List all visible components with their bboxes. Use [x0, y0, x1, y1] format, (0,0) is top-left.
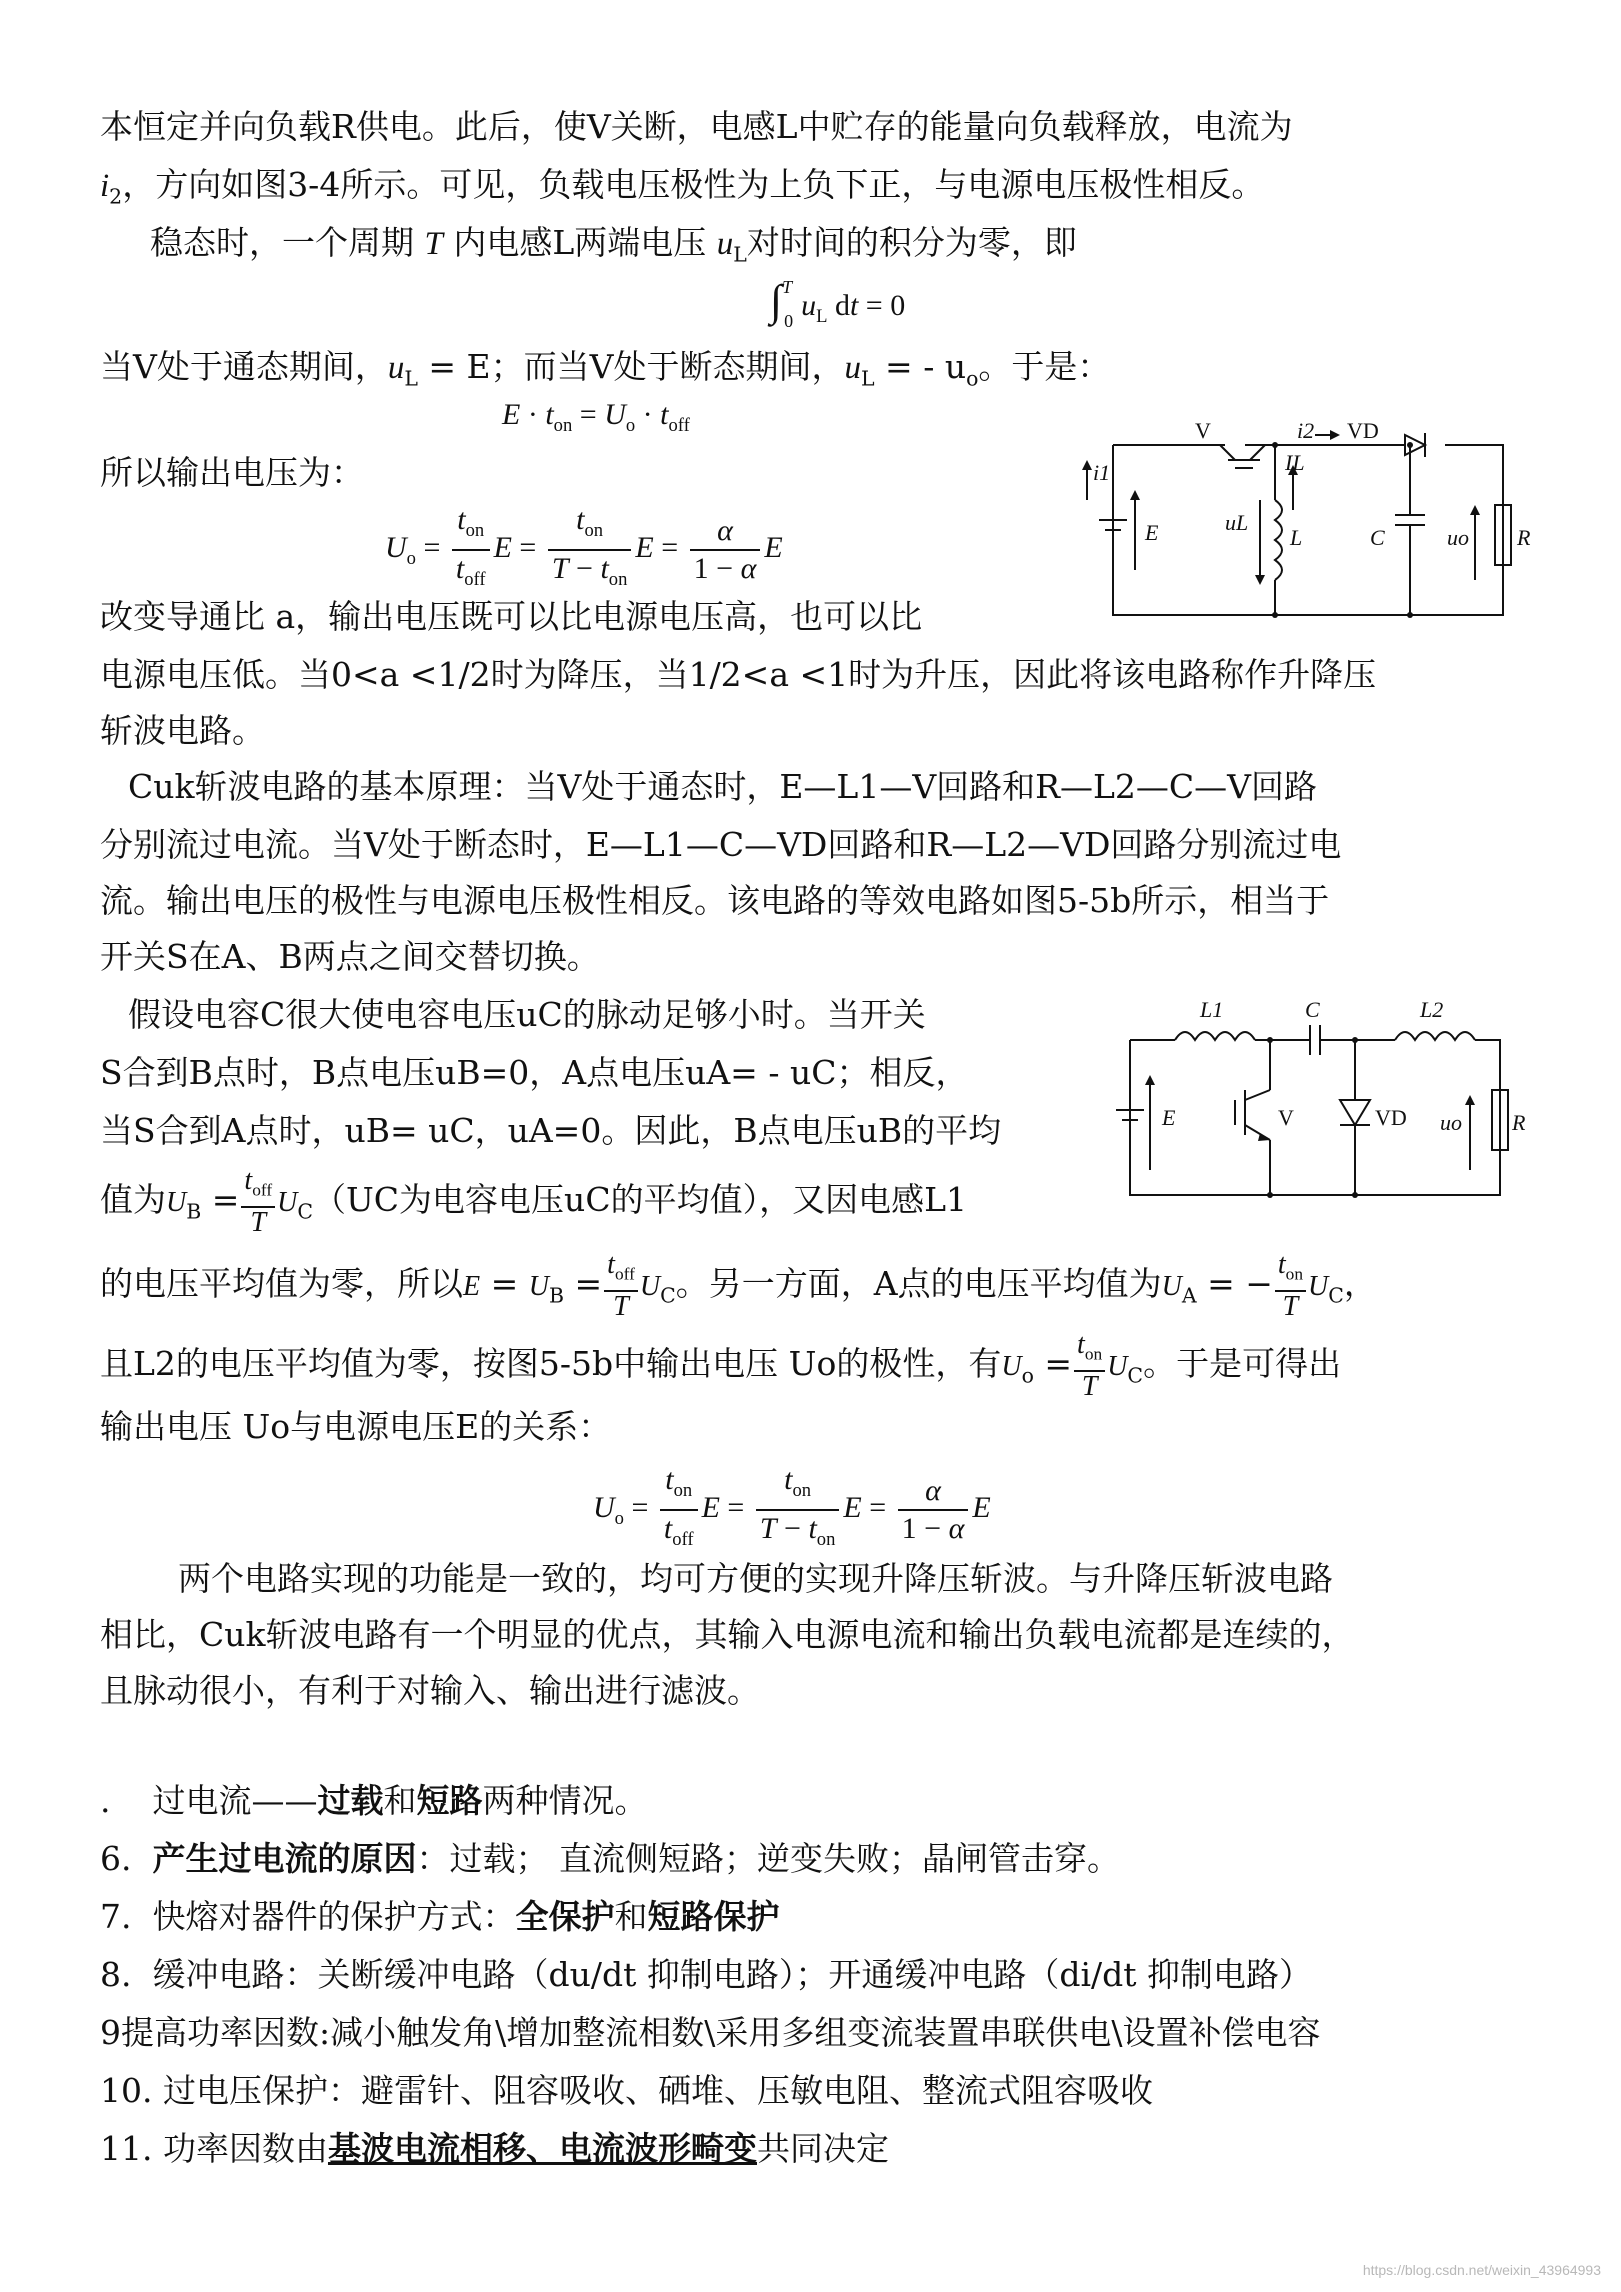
fig1-label-i1: i1	[1093, 460, 1111, 485]
list-item-10: 10. 过电压保护：避雷针、阻容吸收、硒堆、压敏电阻、整流式阻容吸收	[100, 2071, 1153, 2110]
para8-line1: 两个电路实现的功能是一致的，均可方便的实现升降压斩波。与升降压斩波电路	[178, 1559, 1333, 1598]
para1-line2: $i_2$，方向如图3-4所示。可见，负载电压极性为上负下正，与电源电压极性相反。	[100, 165, 1265, 209]
fig1-label-uL: uL	[1225, 510, 1249, 535]
para7-line3: 当S合到A点时，uB= uC，uA=0。因此，B点电压uB的平均	[100, 1111, 1002, 1150]
list-item-9: 9提高功率因数:减小触发角\增加整流相数\采用多组变流装置串联供电\设置补偿电容	[100, 2013, 1321, 2052]
fig1-label-R: R	[1517, 525, 1531, 550]
fig1-label-L: L	[1290, 525, 1303, 550]
para3: 当V处于通态期间，$u_L = E$；而当V处于断态期间，$u_L$ = - $u_o$。于是：	[100, 347, 1111, 391]
list-item-5: . 过电流——过载和短路两种情况。	[100, 1781, 648, 1820]
para1-line1: 本恒定并向负载R供电。此后，使V关断，电感L中贮存的能量向负载释放，电流为	[100, 107, 1293, 146]
para7-line7: 输出电压 Uo与电源电压E的关系：	[100, 1407, 612, 1446]
balance-equation: $E \cdot t_{on} = U_o \cdot t_{off}$	[502, 398, 690, 436]
para2: 稳态时，一个周期 T 内电感L两端电压 $u_L$对时间的积分为零，即	[150, 223, 1077, 267]
fig1-label-i2: i2	[1297, 418, 1315, 443]
para7-line1: 假设电容C很大使电容电压uC的脉动足够小时。当开关	[128, 995, 926, 1034]
para6-line2: 分别流过电流。当V处于断态时，E—L1—C—VD回路和R—L2—VD回路分别流过电	[100, 825, 1342, 864]
fig2-label-E: E	[1162, 1105, 1176, 1130]
fig1-label-V: V	[1195, 418, 1211, 443]
fig1-label-C: C	[1370, 525, 1385, 550]
para6-line4: 开关S在A、B两点之间交替切换。	[100, 937, 600, 976]
fig1-label-uo: uo	[1447, 525, 1469, 550]
output-voltage-equation-1: $U_o$ = $\frac{t_{on}}{t_{off}}$ E = $\frac{t_{on}}{T - t_{on}}$ E = $\frac{\alpha}{1 - \alpha}$ E	[385, 503, 783, 590]
watermark: https://blog.csdn.net/weixin_43964993	[1362, 2262, 1601, 2278]
fig2-label-V: V	[1278, 1105, 1294, 1130]
para6-line3: 流。输出电压的极性与电源电压极性相反。该电路的等效电路如图5-5b所示，相当于	[100, 881, 1330, 920]
list-item-8: 8. 缓冲电路：关断缓冲电路（du/dt 抑制电路）；开通缓冲电路（di/dt 抑制电路）	[100, 1955, 1313, 1994]
para5-line2: 电源电压低。当0<a <1/2时为降压，当1/2<a <1时为升压，因此将该电路称作升降压	[100, 655, 1377, 694]
fig2-label-L2: L2	[1420, 997, 1444, 1022]
fig2-label-R: R	[1512, 1110, 1526, 1135]
fig2-label-L1: L1	[1200, 997, 1224, 1022]
para6-line1: Cuk斩波电路的基本原理：当V处于通态时，E—L1—V回路和R—L2—C—V回路	[128, 767, 1317, 806]
output-voltage-equation-2: $U_o$ = $\frac{t_{on}}{t_{off}}$ E = $\frac{t_{on}}{T - t_{on}}$ E = $\frac{\alpha}{1 - \alpha}$ E	[593, 1463, 991, 1550]
cuk-circuit-figure	[1120, 995, 1526, 1215]
fig2-label-VD: VD	[1375, 1105, 1407, 1130]
para5-line3: 斩波电路。	[100, 711, 265, 750]
fig2-label-C: C	[1305, 997, 1320, 1022]
para8-line3: 且脉动很小，有利于对输入、输出进行滤波。	[100, 1671, 760, 1710]
para5-line1: 改变导通比 a，输出电压既可以比电源电压高，也可以比	[100, 597, 923, 636]
para7-line6: 且L2的电压平均值为零，按图5-5b中输出电压 Uo的极性，有$U_o$ = $t_{on}$ T $U_C$。于是可得出	[100, 1329, 1342, 1402]
integral-equation: ∫$^T_0$ $u_L$ dt = 0	[770, 276, 906, 331]
para8-line2: 相比，Cuk斩波电路有一个明显的优点，其输入电源电流和输出负载电流都是连续的，	[100, 1615, 1355, 1654]
list-item-6: 6. 产生过电流的原因：过载； 直流侧短路；逆变失败；晶闸管击穿。	[100, 1839, 1120, 1878]
list-item-11: 11. 功率因数由基波电流相移、电流波形畸变共同决定	[100, 2129, 889, 2168]
para7-line4: 值为$U_B$ = $t_{off}$ T $U_C(UC$为电容电压uC的平均值），又因电感L1	[100, 1165, 967, 1238]
list-item-7: 7. 快熔对器件的保护方式：全保护和短路保护	[100, 1897, 780, 1936]
para7-line2: S合到B点时，B点电压uB=0，A点电压uA= - uC；相反，	[100, 1053, 969, 1092]
para4: 所以输出电压为：	[100, 453, 364, 492]
fig2-label-uo: uo	[1440, 1110, 1462, 1135]
fig1-label-VD: VD	[1347, 418, 1379, 443]
para7-line5: 的电压平均值为零，所以$E = U_B$ = $t_{off}$ T $U_C$。另一方面，A点的电压平均值为$U_A$ = − $t_{on}$ T $U_C$，	[100, 1249, 1377, 1322]
fig1-label-IL: IL	[1285, 450, 1305, 475]
fig1-label-E: E	[1145, 520, 1159, 545]
buck-boost-circuit-figure	[1085, 418, 1531, 630]
